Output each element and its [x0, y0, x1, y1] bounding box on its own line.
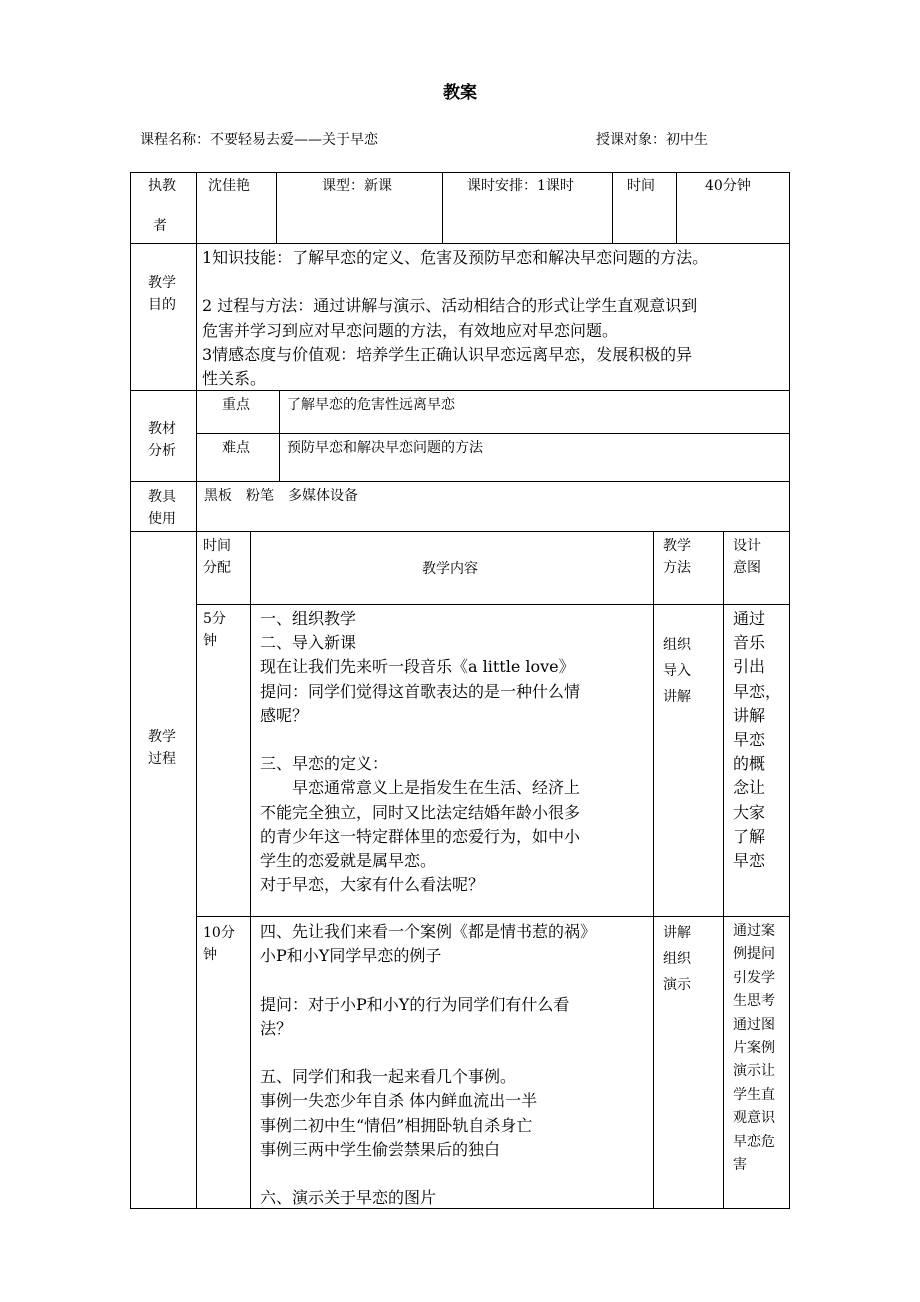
time-label: 时间 [627, 178, 655, 194]
difficult-point-label: 难点 [222, 440, 250, 456]
header-design: 设计 意图 [733, 538, 761, 576]
course-name: 课程名称：不要轻易去爱——关于早恋 [140, 132, 378, 148]
teacher-label-2: 者 [153, 218, 167, 234]
process-label: 教学 过程 [148, 729, 176, 767]
objectives-text: 1知识技能：了解早恋的定义、危害及预防早恋和解决早恋问题的方法。 2 过程与方法：通过讲解与演示、活动相结合的形式让学生直观意识到 危害并学习到应对早恋问题的方法，有效地应对早恋问题。 3情感态度与价值观：培养学生正确认识早恋远离早恋，发展积极的异 性关系。 [202, 248, 709, 388]
tools-label: 教具 使用 [148, 489, 176, 527]
row2-time: 10分 钟 [203, 925, 235, 963]
time-value: 40分钟 [705, 178, 751, 194]
objectives-label: 教学 目的 [148, 275, 176, 313]
row2-design: 通过案 例提问 引发学 生思考 通过图 片案例 演示让 学生直 观意识 早恋危 害 [733, 923, 775, 1174]
audience: 授课对象：初中生 [596, 132, 708, 148]
key-point-text: 了解早恋的危害性远离早恋 [287, 397, 455, 413]
row1-content: 一、组织教学 二、导入新课 现在让我们先来听一段音乐《a little love》 提问：同学们觉得这首歌表达的是一种什么情 感呢？ 三、早恋的定义： 早恋通常意义上是指发生在生活、经济上 不能完全独立，同时又比法定结婚年龄小很多 的青少年这一特定群体里的恋爱行为，如中小 学生的恋爱就是属早恋。 对于早恋，大家有什么看法呢？ [260, 609, 581, 895]
analysis-label: 教材 分析 [148, 421, 176, 459]
lesson-schedule: 课时安排：1课时 [467, 178, 574, 194]
row1-time: 5分 钟 [203, 611, 226, 649]
tools-text: 黑板 粉笔 多媒体设备 [204, 488, 358, 504]
page-title: 教案 [443, 83, 477, 103]
row2-content: 四、先让我们来看一个案例《都是情书惹的祸》 小P和小Y同学早恋的例子 提问：对于小P和小Y的行为同学们有什么看 法？ 五、同学们和我一起来看几个事例。 事例一失恋少年自杀 体内鲜血流出一半 事例二初中生“情侣”相拥卧轨自杀身亡 事例三两中学生偷尝禁果后的独白 六、演示关于早恋的图片 [260, 922, 597, 1208]
header-time: 时间 分配 [203, 538, 231, 576]
teacher-name: 沈佳艳 [208, 178, 250, 194]
row1-method: 组织 导入 讲解 [663, 637, 691, 705]
header-content: 教学内容 [422, 561, 478, 577]
row1-design: 通过 音乐 引出 早恋， 讲解 早恋 的概 念让 大家 了解 早恋 [733, 609, 782, 871]
header-method: 教学 方法 [663, 538, 691, 576]
lesson-type: 课型：新课 [322, 178, 392, 194]
teacher-label-1: 执教 [148, 178, 176, 194]
key-point-label: 重点 [222, 397, 250, 413]
row2-method: 讲解 组织 演示 [663, 925, 691, 993]
difficult-point-text: 预防早恋和解决早恋问题的方法 [287, 440, 483, 456]
